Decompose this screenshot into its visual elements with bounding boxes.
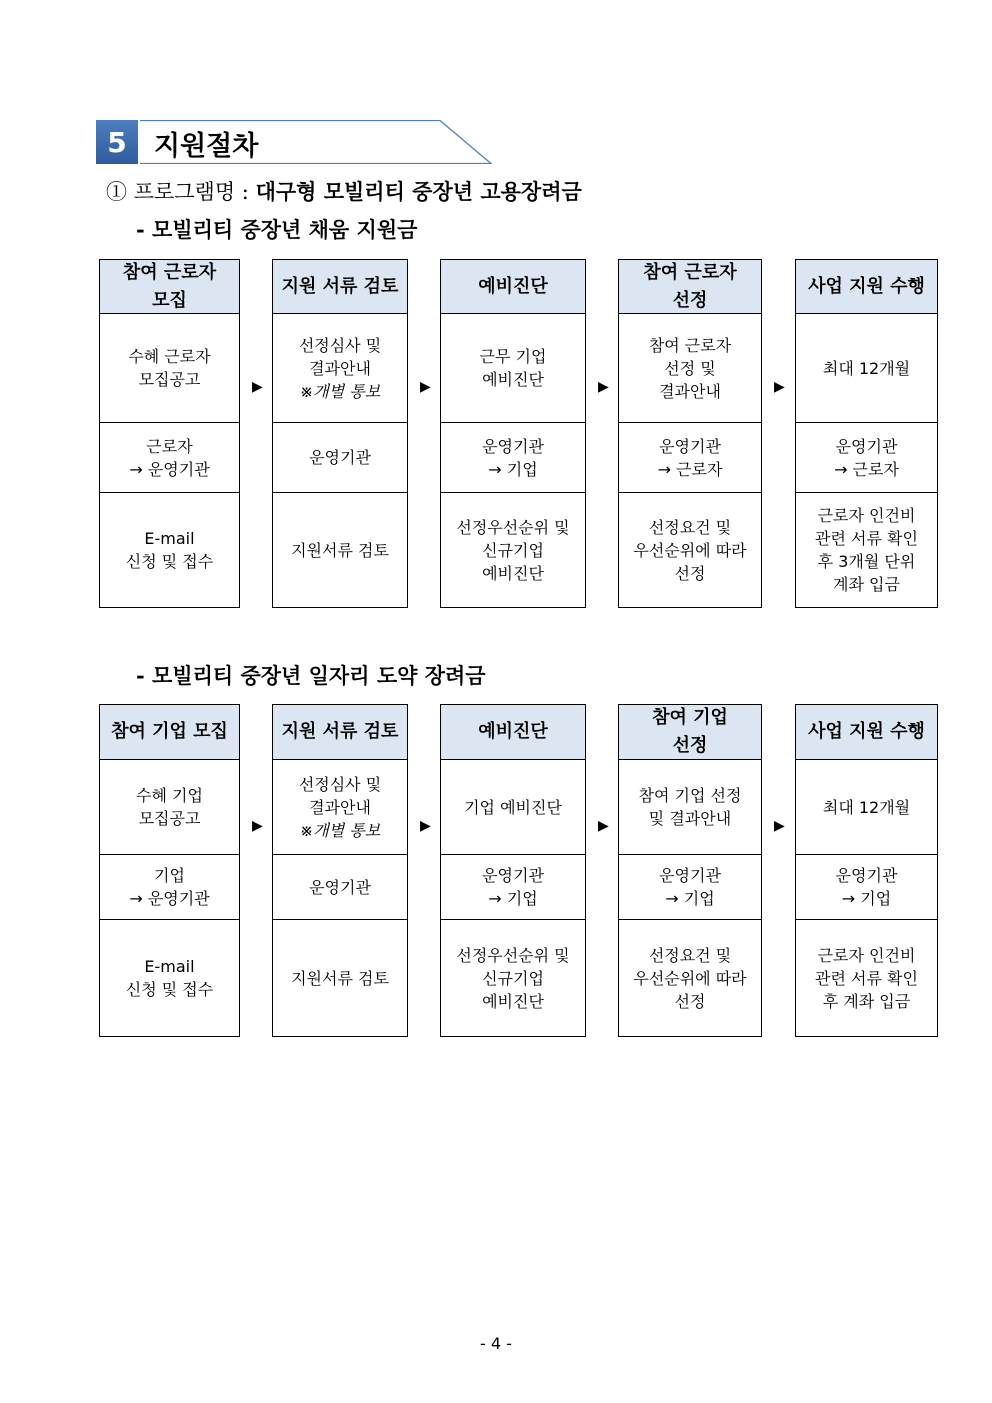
cell-line: 지원서류 검토 — [291, 968, 389, 988]
cell-line: 사업 지원 수행 — [808, 721, 925, 742]
flow-cell-step — [795, 759, 938, 855]
cell-line: 참여 기업 선정 — [638, 786, 742, 805]
cell-text — [291, 539, 389, 562]
cell-text — [129, 864, 209, 910]
cell-line: → 기업 — [841, 889, 892, 908]
flow-cell-who — [795, 854, 938, 920]
cell-line: 선정우선순위 및 — [456, 945, 570, 965]
cell-text — [282, 718, 399, 746]
cell-text — [299, 334, 381, 403]
cell-line: 신규기업 — [482, 968, 544, 988]
cell-line: 신청 및 접수 — [125, 552, 214, 571]
cell-line: 예비진단 — [482, 991, 544, 1011]
cell-line: 예비진단 — [482, 370, 544, 389]
flow-cell-detail — [795, 919, 938, 1037]
flow-cell-detail — [618, 919, 762, 1037]
flow-cell-who — [618, 422, 762, 493]
cell-line: 신청 및 접수 — [125, 980, 214, 999]
cell-line: 근로자 — [146, 436, 193, 456]
cell-text — [128, 345, 210, 391]
cell-text — [815, 504, 918, 596]
cell-line: 관련 서류 확인 — [815, 968, 918, 988]
cell-line: 후 3개월 단위 — [817, 552, 916, 571]
cell-line: 기업 — [154, 866, 185, 885]
cell-line: 운영기관 — [309, 448, 371, 467]
cell-line: → 기업 — [488, 459, 538, 479]
cell-text — [823, 357, 910, 380]
cell-line: 선정요건 및 — [648, 945, 732, 965]
flow-cell-head — [618, 259, 762, 314]
flow-cell-step — [618, 313, 762, 423]
cell-line: → 기업 — [488, 889, 538, 908]
cell-text — [309, 446, 371, 469]
cell-text — [299, 773, 381, 842]
page-number: - 4 - — [480, 1334, 512, 1353]
cell-line: 참여 기업 모집 — [111, 721, 228, 742]
flow-cell-head — [795, 259, 938, 314]
cell-line: 모집공고 — [138, 370, 201, 389]
flow-cell-head — [99, 259, 240, 314]
cell-text — [658, 435, 723, 481]
note-text: ※개별 통보 — [299, 820, 381, 840]
cell-text — [126, 955, 213, 1001]
flow-cell-detail — [99, 919, 240, 1037]
flow-cell-detail — [440, 919, 586, 1037]
cell-text — [123, 259, 216, 315]
flow-cell-who — [99, 854, 240, 920]
flow-cell-step — [272, 313, 408, 423]
cell-line: 지원서류 검토 — [291, 540, 389, 560]
flow-arrow-icon: ▶ — [774, 379, 785, 395]
flow-cell-head — [795, 704, 938, 760]
cell-text — [111, 718, 228, 746]
cell-text — [643, 259, 736, 315]
cell-line: → 기업 — [665, 889, 715, 908]
cell-line: 수혜 근로자 — [128, 347, 211, 366]
flow-cell-step — [99, 313, 240, 423]
flow-cell-step — [272, 759, 408, 855]
cell-line: 참여 기업 — [652, 707, 728, 728]
cell-line: 근로자 인건비 — [817, 506, 916, 525]
cell-line: 운영기관 — [835, 866, 898, 885]
cell-line: 선정심사 및 — [298, 774, 382, 794]
cell-line: E-mail — [144, 529, 195, 548]
cell-text — [815, 944, 918, 1013]
cell-line: 모집 — [152, 289, 187, 311]
cell-line: 근로자 인건비 — [817, 945, 916, 965]
flow-cell-who — [440, 854, 586, 920]
flow-cell-who — [272, 422, 408, 493]
cell-line: 최대 12개월 — [822, 797, 911, 817]
cell-text — [464, 796, 562, 819]
cell-text — [659, 864, 721, 910]
cell-line: 결과안내 — [659, 381, 721, 401]
cell-text — [482, 435, 544, 481]
cell-line: 운영기관 — [835, 436, 898, 456]
cell-text — [639, 784, 742, 830]
cell-line: → 근로자 — [834, 459, 899, 479]
cell-text — [482, 864, 544, 910]
cell-line: 신규기업 — [482, 540, 544, 560]
flow-cell-detail — [99, 492, 240, 608]
flow-subtitle: - 모빌리티 중장년 일자리 도약 장려금 — [136, 663, 486, 688]
flow-cell-step — [440, 759, 586, 855]
cell-line: 운영기관 — [482, 436, 544, 456]
program-line — [106, 176, 582, 206]
cell-line: 참여 근로자 — [648, 335, 732, 355]
cell-text — [136, 784, 203, 830]
section-number: 5 — [96, 120, 138, 164]
cell-line: 선정 및 — [664, 358, 716, 378]
cell-line: 지원 서류 검토 — [281, 721, 399, 742]
cell-line: 운영기관 — [659, 866, 721, 885]
cell-line: 참여 근로자 — [643, 261, 737, 283]
flow-cell-step — [618, 759, 762, 855]
cell-text — [129, 435, 209, 481]
flow-cell-head — [440, 259, 586, 314]
flow-cell-step — [440, 313, 586, 423]
cell-line: 예비진단 — [478, 275, 548, 297]
flow-subtitle: - 모빌리티 중장년 채움 지원금 — [136, 217, 418, 242]
cell-line: 관련 서류 확인 — [815, 529, 918, 548]
cell-line: 사업 지원 수행 — [808, 275, 925, 297]
cell-text — [823, 796, 910, 819]
cell-text — [478, 718, 548, 746]
flow-cell-who — [795, 422, 938, 493]
flow-arrow-icon: ▶ — [420, 379, 431, 395]
flow-cell-who — [440, 422, 586, 493]
cell-line: 선정 — [672, 289, 708, 311]
cell-line: 참여 근로자 — [122, 261, 217, 283]
cell-line: E-mail — [144, 957, 195, 976]
section-title: 지원절차 — [154, 131, 259, 162]
cell-text — [649, 334, 731, 403]
cell-line: 후 계좌 입금 — [822, 991, 911, 1011]
cell-line: → 운영기관 — [129, 889, 210, 908]
cell-text — [456, 944, 569, 1013]
cell-text — [478, 273, 548, 301]
flow-arrow-icon: ▶ — [598, 379, 609, 395]
section-header — [96, 120, 492, 164]
flow-arrow-icon: ▶ — [420, 818, 431, 834]
cell-line: 계좌 입금 — [833, 575, 900, 594]
flow-arrow-icon: ▶ — [598, 818, 609, 834]
cell-line: 선정요건 및 — [648, 517, 732, 537]
flow-cell-step — [795, 313, 938, 423]
cell-line: → 근로자 — [657, 459, 723, 479]
flow-arrow-icon: ▶ — [774, 818, 785, 834]
flow-cell-detail — [618, 492, 762, 608]
cell-line: 운영기관 — [482, 866, 544, 885]
cell-line: 수혜 기업 — [136, 786, 203, 805]
cell-text — [309, 876, 371, 899]
cell-line: 선정 — [674, 991, 706, 1011]
cell-line: 최대 12개월 — [822, 358, 911, 378]
flow-cell-head — [272, 259, 408, 314]
cell-text — [480, 345, 547, 391]
cell-text — [633, 516, 746, 585]
cell-text — [456, 516, 569, 585]
cell-line: 결과안내 — [309, 797, 371, 817]
cell-line: 선정심사 및 — [298, 335, 382, 355]
cell-line: 선정 — [672, 735, 708, 756]
cell-line: 우선순위에 따라 — [633, 540, 747, 560]
flow-cell-detail — [440, 492, 586, 608]
cell-line: 근무 기업 — [479, 347, 547, 366]
cell-line: 및 결과안내 — [648, 809, 732, 828]
flow-arrow-icon: ▶ — [252, 818, 263, 834]
cell-text — [652, 704, 728, 760]
cell-line: 선정우선순위 및 — [456, 517, 570, 537]
flow-arrow-icon: ▶ — [252, 379, 263, 395]
cell-text — [282, 273, 399, 301]
program-marker: ① — [106, 180, 127, 204]
cell-line: 선정 — [674, 563, 706, 583]
cell-line: 예비진단 — [478, 721, 548, 742]
cell-text — [836, 864, 898, 910]
cell-text — [633, 944, 746, 1013]
flow-cell-who — [272, 854, 408, 920]
cell-line: 예비진단 — [482, 563, 544, 583]
cell-line: 지원 서류 검토 — [281, 275, 399, 297]
cell-text — [808, 718, 925, 746]
flow-cell-who — [99, 422, 240, 493]
flow-cell-step — [99, 759, 240, 855]
flow-cell-head — [618, 704, 762, 760]
flow-cell-head — [272, 704, 408, 760]
cell-line: 운영기관 — [659, 436, 721, 456]
cell-line: 결과안내 — [309, 358, 371, 378]
flow-cell-detail — [795, 492, 938, 608]
program-name: 대구형 모빌리티 중장년 고용장려금 — [255, 179, 582, 204]
flow-cell-head — [440, 704, 586, 760]
cell-line: 모집공고 — [138, 809, 201, 828]
cell-text — [834, 435, 899, 481]
cell-text — [126, 527, 213, 573]
cell-text — [808, 273, 925, 301]
cell-line: 우선순위에 따라 — [633, 968, 747, 988]
cell-text — [291, 967, 389, 990]
flow-cell-detail — [272, 919, 408, 1037]
flow-cell-head — [99, 704, 240, 760]
flow-cell-who — [618, 854, 762, 920]
program-label: 프로그램명 : — [133, 180, 249, 204]
note-text: ※개별 통보 — [299, 381, 381, 401]
cell-line: 운영기관 — [309, 877, 371, 897]
cell-line: 기업 예비진단 — [464, 797, 562, 817]
flow-cell-detail — [272, 492, 408, 608]
cell-line: → 운영기관 — [129, 459, 210, 479]
